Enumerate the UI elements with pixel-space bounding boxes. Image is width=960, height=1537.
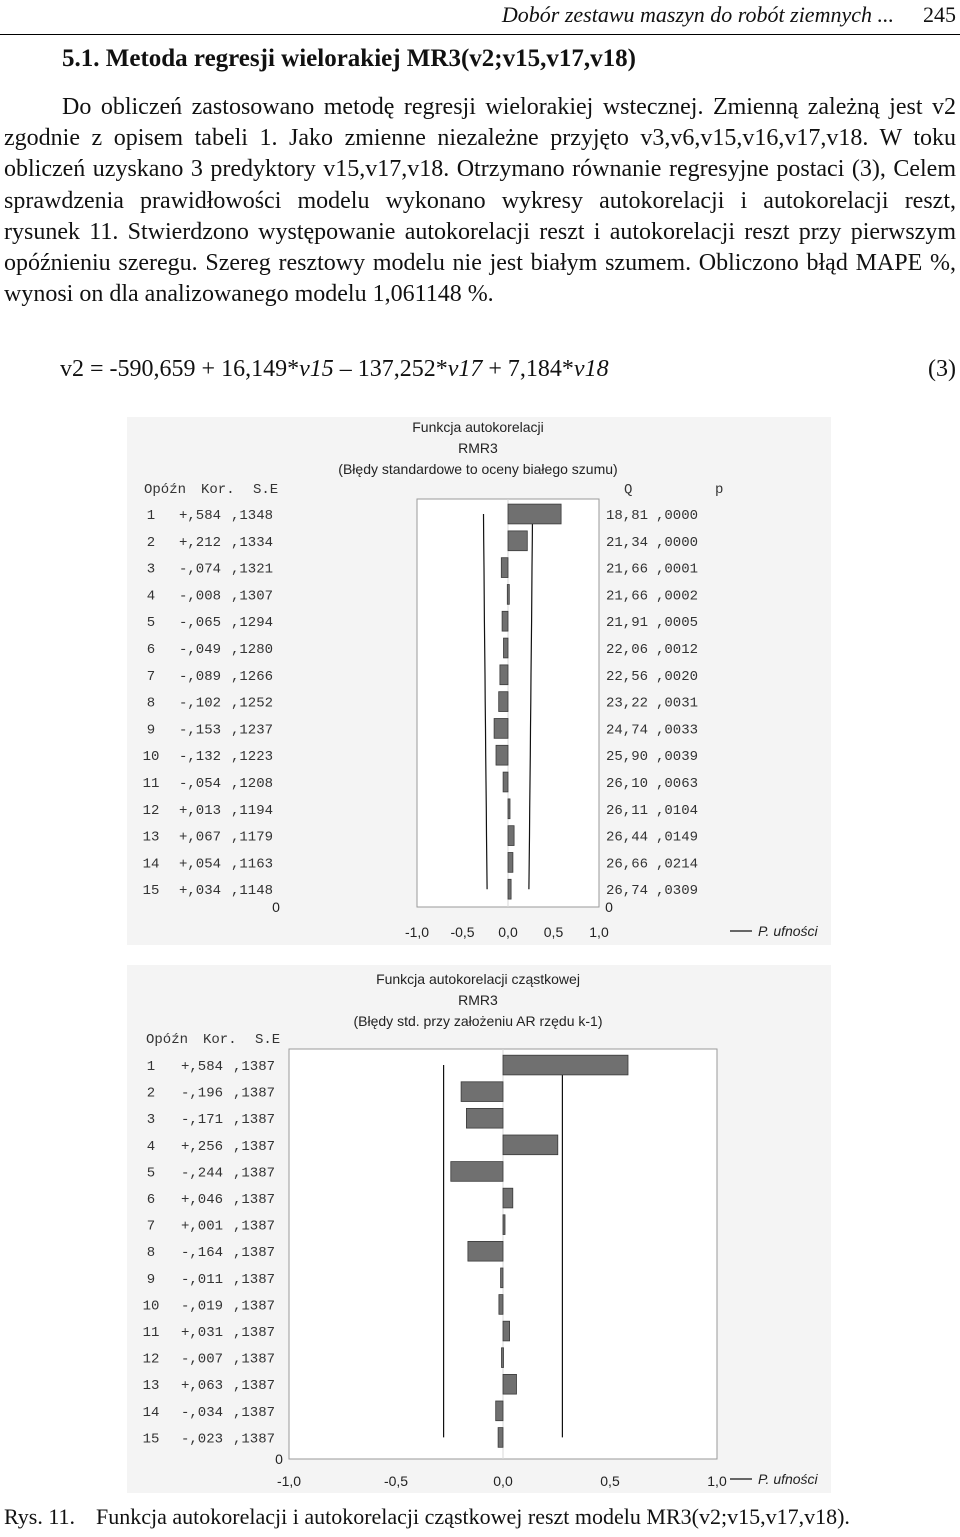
chart-note: (Błędy standardowe to oceny białego szumu) [338, 461, 618, 477]
bar-lag-1 [503, 1055, 628, 1075]
se-label: ,1307 [231, 588, 274, 605]
body-paragraph-text: Do obliczeń zastosowano metodę regresji wielorakiej wstecznej. Zmienną zależną jest v2 zgodnie z opisem tabeli 1. Jako zmienne niezależne przyjęto v3,v6,v15,v16,v17,v18. W toku obliczeń uzyskano 3 predyktory v15,v17,v18. Otrzymano równanie regresyjne postaci (3), Celem sprawdzenia prawidłowości modelu wykonano wykresy autokorelacji i autokorelacji reszt, rysunek 11. Stwierdzono występowanie autokorelacji reszt i autokorelacji reszt przy pierwszym opóźnieniu szeregu. Szereg resztowy modelu nie jest białym szumem. Obliczono błąd MAPE %, wynosi on dla analizowanego modelu 1,061148 %. [4, 94, 956, 308]
p-label: ,0002 [656, 588, 699, 605]
lag-label: 15 [142, 1431, 160, 1448]
zero-label: 0 [272, 899, 280, 915]
pacf-chart-svg [127, 965, 831, 1493]
x-tick-label: 1,0 [707, 1473, 727, 1489]
p-label: ,0104 [656, 802, 699, 819]
kor-label: +,256 [181, 1138, 224, 1155]
lag-label: 6 [146, 642, 156, 658]
lag-label: 4 [146, 1138, 156, 1155]
column-header: Q [624, 482, 633, 498]
kor-label: -,196 [181, 1085, 224, 1102]
lag-label: 5 [146, 615, 156, 632]
zero-label: 0 [605, 899, 613, 915]
q-label: 21,34 [606, 534, 649, 551]
p-label: ,0033 [656, 722, 699, 739]
kor-label: -,065 [179, 615, 222, 632]
kor-label: +,013 [179, 802, 222, 819]
lag-label: 11 [142, 776, 160, 792]
caption-label: Rys. 11. [4, 1504, 76, 1529]
kor-label: -,153 [179, 722, 222, 739]
q-label: 25,90 [606, 749, 649, 766]
kor-label: +,212 [179, 534, 222, 551]
q-label: 21,91 [606, 615, 649, 632]
figure-caption [4, 1504, 956, 1530]
q-label: 22,56 [606, 668, 649, 685]
q-label: 22,06 [606, 642, 649, 658]
q-label: 26,10 [606, 776, 649, 792]
se-label: ,1387 [233, 1085, 276, 1102]
lag-label: 11 [142, 1325, 160, 1341]
equation-number: (3) [928, 356, 956, 382]
bar-lag-11 [503, 1321, 510, 1341]
p-label: ,0012 [656, 642, 699, 658]
kor-label: +,031 [181, 1325, 224, 1341]
lag-label: 3 [146, 1112, 156, 1129]
lag-label: 8 [146, 695, 156, 712]
kor-label: -,164 [181, 1245, 224, 1262]
kor-label: -,011 [181, 1271, 224, 1288]
kor-label: -,007 [181, 1351, 224, 1368]
x-tick-label: 0,0 [498, 924, 518, 940]
bar-lag-13 [503, 1374, 517, 1394]
lag-label: 7 [146, 1218, 156, 1235]
lag-label: 10 [142, 749, 160, 766]
q-label: 23,22 [606, 695, 649, 712]
equation-var-v18: v18 [573, 356, 609, 382]
equation-part-3: + 7,184* [482, 356, 574, 382]
legend-label: P. ufności [758, 1471, 818, 1487]
column-header: Kor. [201, 482, 235, 498]
column-header: Kor. [203, 1032, 237, 1048]
x-tick-label: 1,0 [589, 924, 609, 940]
page-number: 245 [923, 2, 956, 27]
lag-label: 7 [146, 668, 156, 685]
bar-lag-4 [507, 585, 509, 605]
caption-text: Funkcja autokorelacji i autokorelacji cząstkowej reszt modelu MR3(v2;v15,v17,v18). [96, 1504, 850, 1529]
equation-var-v17: v17 [447, 356, 483, 382]
se-label: ,1387 [233, 1138, 276, 1155]
se-label: ,1387 [233, 1325, 276, 1341]
kor-label: -,171 [181, 1112, 224, 1129]
lag-label: 12 [142, 802, 160, 819]
se-label: ,1148 [231, 883, 274, 900]
se-label: ,1266 [231, 668, 274, 685]
body-paragraph [4, 92, 956, 310]
lag-label: 13 [142, 829, 160, 846]
kor-label: +,067 [179, 829, 222, 846]
bar-lag-3 [501, 558, 508, 578]
column-header: p [715, 482, 724, 498]
lag-label: 4 [146, 588, 156, 605]
bar-lag-5 [451, 1162, 503, 1182]
kor-label: +,584 [181, 1059, 224, 1075]
lag-label: 9 [146, 1271, 156, 1288]
bar-lag-10 [499, 1295, 503, 1315]
x-tick-label: 0,5 [600, 1473, 620, 1489]
kor-label: -,019 [181, 1298, 224, 1315]
p-label: ,0309 [656, 883, 699, 900]
q-label: 26,11 [606, 802, 649, 819]
bar-lag-14 [508, 853, 513, 873]
x-tick-label: -1,0 [276, 1473, 302, 1489]
lag-label: 15 [142, 883, 160, 900]
kor-label: -,034 [181, 1404, 224, 1421]
se-label: ,1252 [231, 695, 274, 712]
se-label: ,1237 [231, 722, 274, 739]
se-label: ,1208 [231, 776, 274, 792]
q-label: 26,74 [606, 883, 649, 900]
se-label: ,1387 [233, 1298, 276, 1315]
lag-label: 10 [142, 1298, 160, 1315]
bar-lag-8 [499, 692, 508, 712]
column-header: Opóźn [144, 482, 187, 498]
kor-label: +,054 [179, 856, 222, 873]
lag-label: 12 [142, 1351, 160, 1368]
p-label: ,0031 [656, 695, 699, 712]
bar-lag-7 [503, 1215, 505, 1235]
lag-label: 3 [146, 561, 156, 578]
q-label: 26,66 [606, 856, 649, 873]
se-label: ,1280 [231, 642, 274, 658]
se-label: ,1387 [233, 1218, 276, 1235]
se-label: ,1387 [233, 1431, 276, 1448]
bar-lag-3 [466, 1108, 503, 1128]
p-label: ,0039 [656, 749, 699, 766]
se-label: ,1321 [231, 561, 274, 578]
equation-part-1: v2 = -590,659 + 16,149* [60, 356, 300, 382]
lag-label: 14 [142, 856, 160, 873]
q-label: 18,81 [606, 508, 649, 524]
kor-label: +,063 [181, 1378, 224, 1395]
kor-label: -,023 [181, 1431, 224, 1448]
column-header: S.E [253, 482, 279, 498]
q-label: 21,66 [606, 588, 649, 605]
lag-label: 8 [146, 1245, 156, 1262]
bar-lag-9 [494, 719, 508, 739]
x-tick-label: 0,5 [543, 924, 564, 940]
acf-chart [127, 417, 831, 945]
se-label: ,1387 [233, 1165, 276, 1182]
bar-lag-14 [496, 1401, 503, 1421]
kor-label: -,074 [179, 561, 222, 578]
bar-lag-6 [503, 1188, 513, 1208]
q-label: 21,66 [606, 561, 649, 578]
equation-var-v15: v15 [299, 356, 334, 382]
bar-lag-6 [504, 638, 509, 658]
lag-label: 2 [146, 1085, 156, 1102]
se-label: ,1387 [233, 1404, 276, 1421]
kor-label: -,132 [179, 749, 222, 766]
x-tick-label: -1,0 [404, 924, 430, 940]
kor-label: -,049 [179, 642, 222, 658]
q-label: 24,74 [606, 722, 649, 739]
running-title: Dobór zestawu maszyn do robót ziemnych ... [501, 2, 894, 27]
se-label: ,1387 [233, 1245, 276, 1262]
se-label: ,1387 [233, 1351, 276, 1368]
kor-label: -,244 [181, 1165, 224, 1182]
x-tick-label: -0,5 [450, 924, 475, 940]
bar-lag-5 [502, 611, 508, 631]
bar-lag-2 [461, 1082, 503, 1102]
kor-label: +,034 [179, 883, 222, 900]
p-label: ,0063 [656, 776, 699, 792]
x-tick-label: -0,5 [383, 1473, 409, 1489]
chart-title: Funkcja autokorelacji cząstkowej [376, 971, 580, 987]
chart-title: Funkcja autokorelacji [412, 419, 544, 435]
se-label: ,1387 [233, 1112, 276, 1129]
kor-label: +,046 [181, 1192, 224, 1208]
bar-lag-13 [508, 826, 514, 846]
bar-lag-15 [508, 879, 511, 899]
p-label: ,0000 [656, 508, 699, 524]
running-header [0, 0, 960, 35]
se-label: ,1194 [231, 802, 274, 819]
column-header: Opóźn [146, 1032, 189, 1048]
se-label: ,1387 [233, 1192, 276, 1208]
column-header: S.E [255, 1032, 281, 1048]
bar-lag-11 [503, 772, 508, 792]
se-label: ,1179 [231, 829, 274, 846]
kor-label: +,584 [179, 508, 222, 524]
equation-part-2: – 137,252* [333, 356, 448, 382]
lag-label: 6 [146, 1192, 156, 1208]
pacf-chart [127, 965, 831, 1493]
kor-label: -,008 [179, 588, 222, 605]
bar-lag-15 [498, 1428, 503, 1448]
bar-lag-1 [508, 504, 561, 524]
lag-label: 14 [142, 1404, 160, 1421]
bar-lag-4 [503, 1135, 558, 1155]
chart-subtitle: RMR3 [458, 440, 498, 456]
zero-label: 0 [275, 1451, 283, 1467]
kor-label: -,102 [179, 695, 222, 712]
se-label: ,1348 [231, 508, 274, 524]
kor-label: -,089 [179, 668, 222, 685]
p-label: ,0000 [656, 534, 699, 551]
bar-lag-9 [501, 1268, 503, 1288]
lag-label: 5 [146, 1165, 156, 1182]
section-heading: 5.1. Metoda regresji wielorakiej MR3(v2;v15,v17,v18) [62, 45, 636, 72]
q-label: 26,44 [606, 829, 649, 846]
se-label: ,1223 [231, 749, 274, 766]
kor-label: -,054 [179, 776, 222, 792]
bar-lag-10 [496, 745, 508, 765]
legend-label: P. ufności [758, 923, 818, 939]
chart-note: (Błędy std. przy założeniu AR rzędu k-1) [353, 1013, 603, 1029]
se-label: ,1334 [231, 534, 274, 551]
acf-chart-svg [127, 417, 831, 945]
p-label: ,0005 [656, 615, 699, 632]
se-label: ,1387 [233, 1378, 276, 1395]
kor-label: +,001 [181, 1218, 224, 1235]
x-tick-label: 0,0 [493, 1473, 513, 1489]
chart-subtitle: RMR3 [458, 992, 498, 1008]
bar-lag-12 [508, 799, 510, 819]
bar-lag-8 [468, 1241, 503, 1261]
se-label: ,1163 [231, 856, 274, 873]
regression-equation [60, 356, 956, 383]
bar-lag-12 [502, 1348, 504, 1368]
p-label: ,0020 [656, 668, 699, 685]
bar-lag-2 [508, 531, 527, 551]
lag-label: 2 [146, 534, 156, 551]
se-label: ,1387 [233, 1059, 276, 1075]
bar-lag-7 [500, 665, 508, 685]
se-label: ,1294 [231, 615, 274, 632]
lag-label: 13 [142, 1378, 160, 1395]
p-label: ,0001 [656, 561, 699, 578]
p-label: ,0214 [656, 856, 699, 873]
se-label: ,1387 [233, 1271, 276, 1288]
p-label: ,0149 [656, 829, 699, 846]
lag-label: 9 [146, 722, 156, 739]
lag-label: 1 [146, 508, 156, 524]
lag-label: 1 [146, 1059, 156, 1075]
